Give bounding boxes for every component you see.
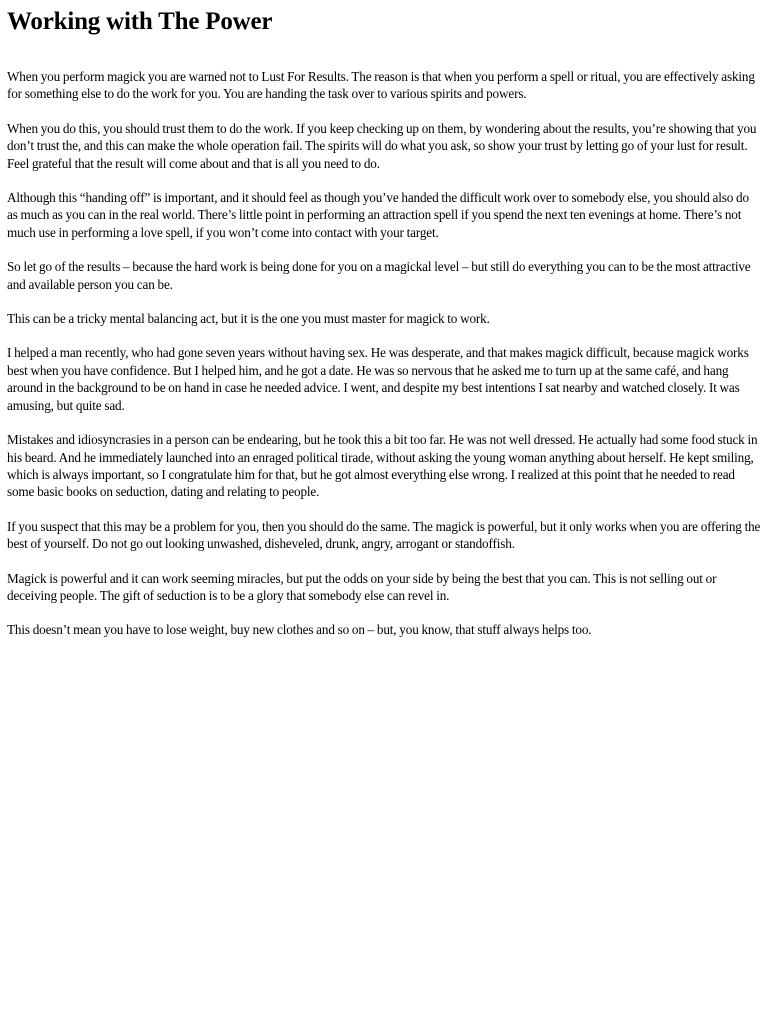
paragraph-8: If you suspect that this may be a problem for you, then you should do the same. The magick is powerful, but it only works when you are offering the best of yourself. Do not go out looking unwashed, disheveled, drunk, angry, arrogant or standoffish. [7,518,761,552]
page-title: Working with The Power [7,8,273,35]
paragraph-6: I helped a man recently, who had gone seven years without having sex. He was desperate, and that makes magick difficult, because magick works best when you have confidence. But I helped him, and he got a date. He was so nervous that he asked me to turn up at the same café, and hang around in the background to be on hand in case he needed advice. I went, and despite my best intentions I sat nearby and watched closely. It was amusing, but quite sad. [7,345,749,413]
paragraph-5: This can be a tricky mental balancing act, but it is the one you must master for magick to work. [7,311,490,327]
paragraph-7: Mistakes and idiosyncrasies in a person can be endearing, but he took this a bit too far. He was not well dressed. He actually had some food stuck in his beard. And he immediately launched into an enraged political tirade, without asking the young woman anything about herself. He kept smiling, which is always important, so I congratulate him for that, but he got almost everything else wrong. I realized at this point that he needed to read some basic books on seduction, dating and relating to people. [7,432,758,500]
paragraph-4: So let go of the results – because the hard work is being done for you on a magickal level – but still do everything you can to be the most attractive and available person you can be. [7,259,751,292]
paragraph-10: This doesn’t mean you have to lose weight, buy new clothes and so on – but, you know, that stuff always helps too. [7,622,592,638]
paragraph-9: Magick is powerful and it can work seeming miracles, but put the odds on your side by being the best that you can. This is not selling out or deceiving people. The gift of seduction is to be a glory that somebody else can revel in. [7,570,717,603]
paragraph-2: When you do this, you should trust them to do the work. If you keep checking up on them, by wondering about the results, you’re showing that you don’t trust the, and this can make the whole operation fail. The spirits will do what you ask, so show your trust by letting go of your lust for result. Feel grateful that the result will come about and that is all you need to do. [7,120,757,171]
paragraph-1: When you perform magick you are warned not to Lust For Results. The reason is that when you perform a spell or ritual, you are effectively asking for something else to do the work for you. You are handing the task over to various spirits and powers. [7,69,755,102]
paragraph-3: Although this “handing off” is important, and it should feel as though you’ve handed the difficult work over to somebody else, you should also do as much as you can in the real world. There’s little point in performing an attraction spell if you spend the next ten evenings at home. There’s not much use in performing a love spell, if you won’t come into contact with your target. [7,190,749,240]
